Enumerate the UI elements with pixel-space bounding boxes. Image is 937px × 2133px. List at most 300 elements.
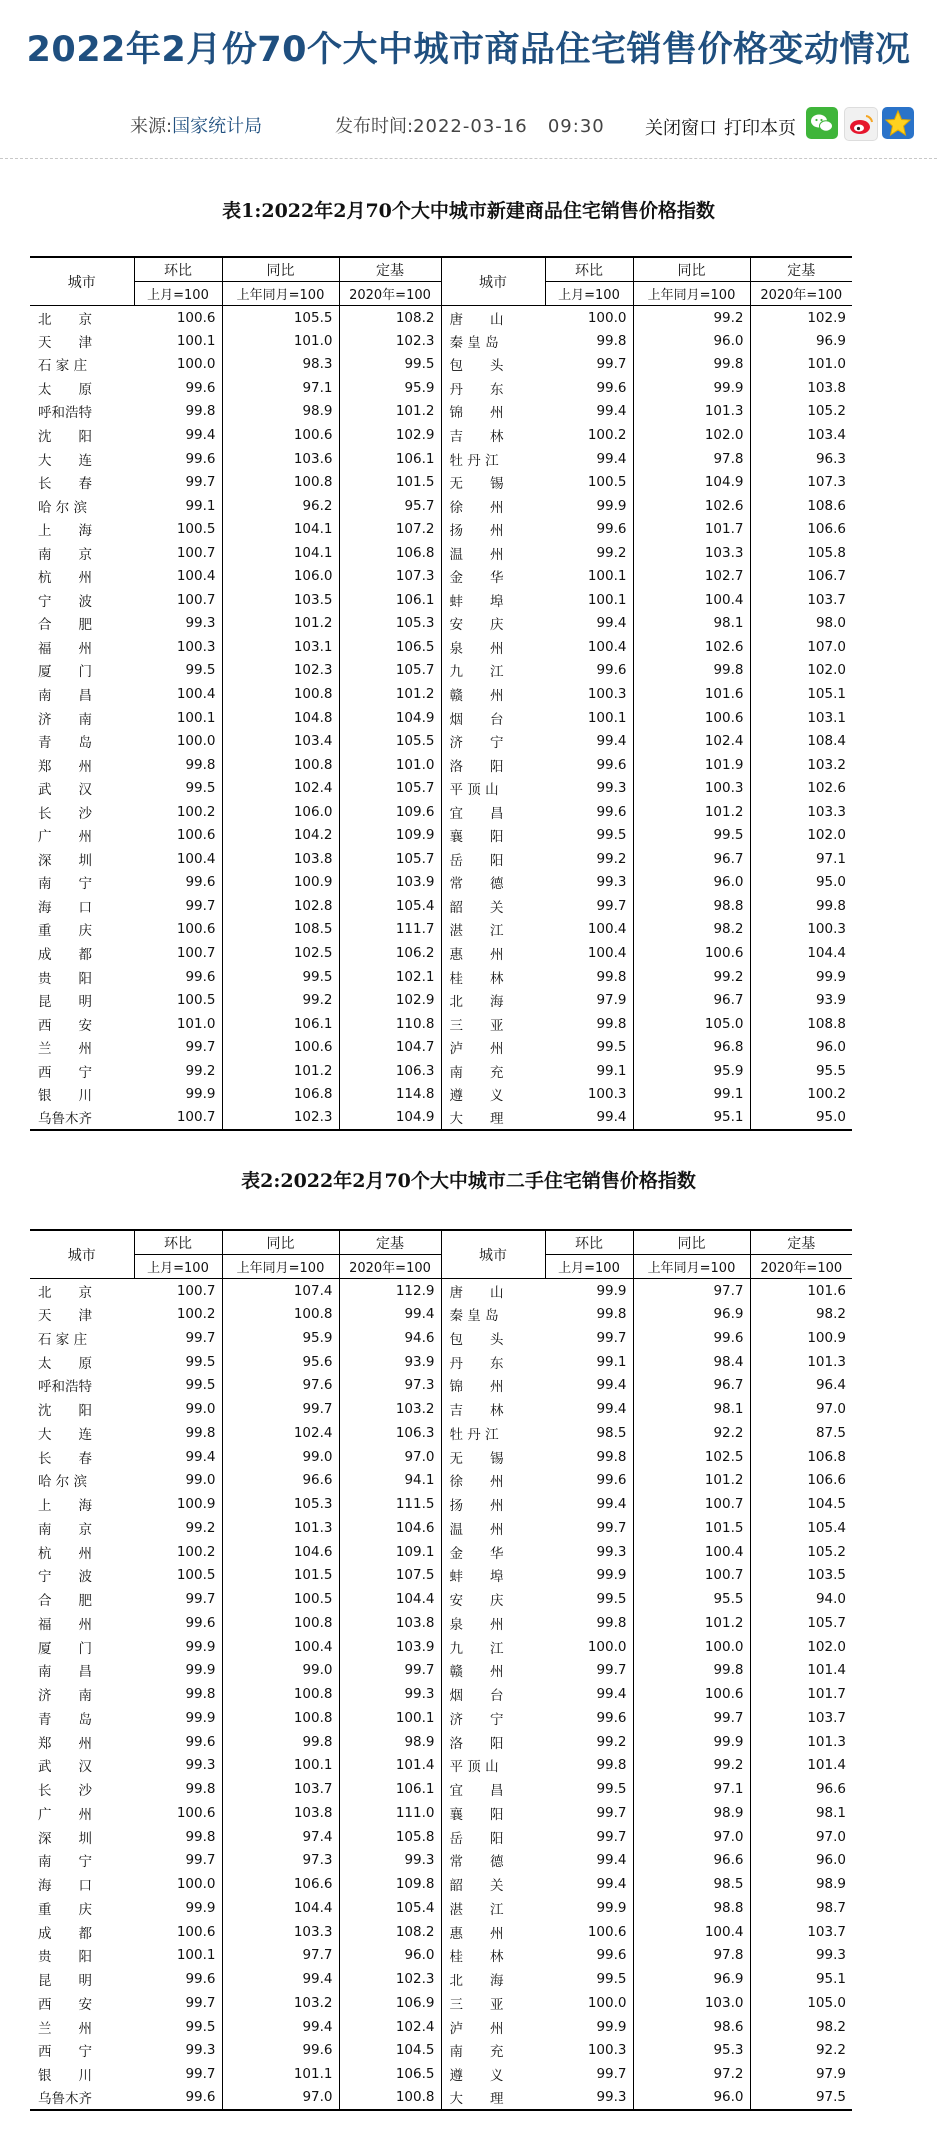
city-name-cell: 武 汉 [38,1759,92,1776]
index-value-cell: 97.2 [633,2062,750,2086]
header-city: 城市 [30,257,134,306]
index-value-cell: 100.9 [134,1492,222,1516]
city-name-cell: 平 顶 山 [449,1759,499,1776]
table-row [30,1540,852,1564]
index-value-cell: 100.5 [545,470,633,494]
index-value-cell: 99.4 [545,1849,633,1873]
index-value-cell: 102.9 [339,423,441,447]
city-name-cell: 丹 东 [449,381,504,398]
index-value-cell: 104.4 [807,945,846,962]
index-value-cell: 100.4 [134,565,222,589]
city-name-cell: 安 庆 [449,1593,504,1610]
index-value-cell: 102.4 [222,776,339,800]
index-value-cell: 95.7 [339,494,441,518]
index-value-cell: 100.0 [134,729,222,753]
city-name-cell: 北 京 [30,306,134,330]
index-value-cell: 100.8 [222,1682,339,1706]
index-value-cell: 105.4 [339,1896,441,1920]
index-value-cell: 98.5 [633,1872,750,1896]
index-value-cell: 100.8 [339,2086,441,2110]
index-value-cell: 103.3 [807,803,846,820]
city-name-cell: 洛 阳 [449,1735,504,1752]
index-value-cell: 101.2 [222,1059,339,1083]
header-base: 定基 [339,257,441,282]
index-value-cell: 99.5 [134,1374,222,1398]
index-value-cell: 96.0 [815,1039,846,1056]
index-value-cell: 104.5 [339,2039,441,2063]
index-value-cell: 99.9 [134,1635,222,1659]
city-name-cell: 韶 关 [449,1878,504,1895]
source-value[interactable]: 国家统计局 [172,116,263,137]
index-value-cell: 99.8 [134,1421,222,1445]
index-value-cell: 99.7 [545,1825,633,1849]
city-name-cell: 济 宁 [449,1711,504,1728]
index-value-cell: 108.2 [339,306,441,330]
table-row [30,1279,852,1303]
index-value-cell: 101.0 [339,753,441,777]
index-value-cell: 99.5 [134,1350,222,1374]
index-value-cell: 99.8 [545,1611,633,1635]
index-value-cell: 101.9 [633,753,750,777]
index-value-cell: 100.4 [633,1920,750,1944]
index-value-cell: 103.2 [807,756,846,773]
index-value-cell: 102.6 [633,635,750,659]
city-name-cell: 北 海 [449,1973,504,1990]
index-value-cell: 99.8 [633,353,750,377]
index-value-cell: 99.6 [134,1730,222,1754]
index-value-cell: 106.1 [339,588,441,612]
city-name-cell: 武 汉 [38,782,92,799]
city-name-cell: 成 都 [38,1925,92,1942]
index-value-cell: 99.9 [545,1896,633,1920]
index-value-cell: 102.8 [222,894,339,918]
index-value-cell: 100.4 [134,847,222,871]
city-name-cell: 岳 阳 [449,1830,504,1847]
table-row [30,306,852,330]
table-row [30,1012,852,1036]
table-row [30,941,852,965]
index-value-cell: 99.6 [134,965,222,989]
header-yoy: 同比 [633,1230,750,1255]
city-name-cell: 金 华 [449,1545,504,1562]
index-value-cell: 99.3 [545,1540,633,1564]
index-value-cell: 96.7 [633,847,750,871]
index-value-cell: 101.6 [633,682,750,706]
index-value-cell: 102.3 [222,1106,339,1130]
city-name-cell: 哈 尔 滨 [38,1474,88,1491]
city-name-cell: 海 口 [38,899,92,916]
index-value-cell: 102.4 [222,1421,339,1445]
index-value-cell: 99.1 [545,1350,633,1374]
index-value-cell: 94.6 [339,1326,441,1350]
index-value-cell: 105.3 [339,612,441,636]
index-value-cell: 101.0 [134,1012,222,1036]
index-value-cell: 99.5 [545,1967,633,1991]
index-value-cell: 103.7 [807,591,846,608]
index-value-cell: 101.2 [633,1469,750,1493]
index-value-cell: 101.5 [339,470,441,494]
index-value-cell: 99.6 [545,1469,633,1493]
index-value-cell: 95.9 [633,1059,750,1083]
table-row [30,1611,852,1635]
index-value-cell: 99.0 [222,1659,339,1683]
table-row [30,588,852,612]
second-hand-housing-price-table [30,1229,852,2111]
index-value-cell: 95.6 [222,1350,339,1374]
city-name-cell: 泉 州 [449,640,504,657]
index-value-cell: 107.5 [339,1564,441,1588]
wechat-icon[interactable] [806,107,838,139]
index-value-cell: 103.7 [807,1923,846,1940]
index-value-cell: 105.7 [339,659,441,683]
table1-caption: 表1:2022年2月70个大中城市新建商品住宅销售价格指数 [222,200,715,222]
city-name-cell: 广 州 [38,1806,92,1823]
city-name-cell: 金 华 [449,570,504,587]
print-page-link[interactable]: 打印本页 [724,118,796,139]
index-value-cell: 106.8 [339,541,441,565]
city-name-cell: 重 庆 [38,923,92,940]
index-value-cell: 100.1 [134,1944,222,1968]
index-value-cell: 100.8 [222,753,339,777]
index-value-cell: 99.7 [545,353,633,377]
city-name-cell: 大 理 [441,1106,545,1130]
city-name-cell: 宁 波 [38,1569,92,1586]
city-name-cell: 无 锡 [449,476,504,493]
index-value-cell: 99.7 [134,1587,222,1611]
table-row [30,1083,852,1107]
city-name-cell: 宁 波 [38,593,92,610]
index-value-cell: 99.6 [545,1706,633,1730]
header-mom: 环比 [545,1230,633,1255]
index-value-cell: 99.8 [633,659,750,683]
index-value-cell: 100.2 [134,800,222,824]
index-value-cell: 98.4 [633,1350,750,1374]
index-value-cell: 99.5 [134,2015,222,2039]
index-value-cell: 98.2 [815,2018,846,2035]
city-name-cell: 太 原 [38,381,92,398]
city-name-cell: 湛 江 [449,1901,504,1918]
index-value-cell: 104.4 [222,1896,339,1920]
index-value-cell: 95.9 [222,1326,339,1350]
index-value-cell: 103.8 [807,379,846,396]
close-window-link[interactable]: 关闭窗口 [645,118,717,139]
index-value-cell: 99.8 [545,1754,633,1778]
index-value-cell: 102.1 [339,965,441,989]
index-value-cell: 106.3 [339,1421,441,1445]
city-name-cell: 天 津 [38,334,92,351]
weibo-icon[interactable] [844,107,878,141]
index-value-cell: 99.8 [545,965,633,989]
index-value-cell: 100.7 [134,941,222,965]
index-value-cell: 100.0 [134,353,222,377]
index-value-cell: 106.1 [339,1777,441,1801]
table-row [30,376,852,400]
city-name-cell: 青 岛 [38,735,92,752]
index-value-cell: 102.4 [633,729,750,753]
index-value-cell: 100.3 [633,776,750,800]
index-value-cell: 99.2 [633,1754,750,1778]
index-value-cell: 103.8 [339,1611,441,1635]
index-value-cell: 106.6 [222,1872,339,1896]
table-row [30,1106,852,1130]
index-value-cell: 99.7 [134,1035,222,1059]
city-name-cell: 湛 江 [449,923,504,940]
index-value-cell: 100.8 [222,1706,339,1730]
header-city: 城市 [441,257,545,306]
table-row [30,2015,852,2039]
index-value-cell: 99.7 [134,1991,222,2015]
index-value-cell: 100.4 [633,1540,750,1564]
index-value-cell: 103.5 [222,588,339,612]
city-name-cell: 唐 山 [441,1279,545,1303]
source-label: 来源: [130,116,173,137]
index-value-cell: 101.5 [222,1564,339,1588]
header-divider [0,158,937,159]
table-row [30,1944,852,1968]
index-value-cell: 100.1 [545,565,633,589]
index-value-cell: 99.4 [545,1374,633,1398]
city-name-cell: 平 顶 山 [449,782,499,799]
city-name-cell: 北 京 [30,1279,134,1303]
city-name-cell: 银 川 [38,2068,92,2085]
index-value-cell: 106.6 [807,521,846,538]
city-name-cell: 深 圳 [38,852,92,869]
index-value-cell: 100.6 [134,1801,222,1825]
index-value-cell: 105.7 [339,847,441,871]
index-value-cell: 95.3 [633,2039,750,2063]
index-value-cell: 104.6 [222,1540,339,1564]
index-value-cell: 100.4 [134,682,222,706]
city-name-cell: 南 昌 [38,1664,92,1681]
index-value-cell: 100.6 [222,1035,339,1059]
table-row [30,1516,852,1540]
index-value-cell: 101.3 [633,400,750,424]
header-mom-sub: 上月=100 [134,1255,222,1279]
index-value-cell: 99.8 [545,1445,633,1469]
index-value-cell: 99.6 [545,376,633,400]
table-row [30,847,852,871]
city-name-cell: 长 春 [38,476,92,493]
index-value-cell: 96.4 [815,1377,846,1394]
new-housing-price-table [30,256,852,1131]
table-row [30,1059,852,1083]
city-name-cell: 遵 义 [449,2068,504,2085]
index-value-cell: 104.1 [222,541,339,565]
index-value-cell: 102.3 [339,1967,441,1991]
index-value-cell: 109.1 [339,1540,441,1564]
index-value-cell: 101.2 [222,612,339,636]
index-value-cell: 98.8 [633,1896,750,1920]
index-value-cell: 101.2 [633,1611,750,1635]
index-value-cell: 108.5 [222,918,339,942]
index-value-cell: 96.9 [633,1302,750,1326]
index-value-cell: 98.1 [633,612,750,636]
index-value-cell: 96.9 [633,1967,750,1991]
index-value-cell: 99.5 [545,1035,633,1059]
city-name-cell: 安 庆 [449,617,504,634]
index-value-cell: 99.5 [222,965,339,989]
index-value-cell: 99.9 [545,1279,633,1303]
index-value-cell: 104.6 [339,1516,441,1540]
header-base-sub: 2020年=100 [339,1255,441,1279]
index-value-cell: 106.5 [339,635,441,659]
table-row [30,1635,852,1659]
city-name-cell: 泸 州 [449,2020,504,2037]
index-value-cell: 99.6 [545,800,633,824]
city-name-cell: 济 南 [38,711,92,728]
index-value-cell: 96.0 [633,871,750,895]
index-value-cell: 98.9 [339,1730,441,1754]
city-name-cell: 南 充 [449,1064,504,1081]
city-name-cell: 烟 台 [449,711,504,728]
index-value-cell: 97.0 [815,1828,846,1845]
index-value-cell: 103.2 [222,1991,339,2015]
index-value-cell: 99.5 [633,824,750,848]
index-value-cell: 103.7 [222,1777,339,1801]
header-yoy: 同比 [633,257,750,282]
city-name-cell: 宜 昌 [449,1783,504,1800]
index-value-cell: 99.2 [545,541,633,565]
index-value-cell: 100.1 [545,588,633,612]
table-row [30,1967,852,1991]
table-row [30,1801,852,1825]
index-value-cell: 103.8 [222,847,339,871]
index-value-cell: 108.8 [807,1015,846,1032]
table-row [30,1350,852,1374]
index-value-cell: 101.0 [222,329,339,353]
table-row [30,1659,852,1683]
table-row [30,517,852,541]
index-value-cell: 106.5 [339,2062,441,2086]
index-value-cell: 104.9 [339,706,441,730]
index-value-cell: 99.6 [134,871,222,895]
index-value-cell: 106.8 [222,1083,339,1107]
index-value-cell: 100.6 [633,1682,750,1706]
city-name-cell: 昆 明 [38,994,92,1011]
index-value-cell: 98.3 [222,353,339,377]
index-value-cell: 99.3 [815,1947,846,1964]
index-value-cell: 100.1 [222,1754,339,1778]
index-value-cell: 98.1 [633,1397,750,1421]
city-name-cell: 秦 皇 岛 [449,334,499,351]
index-value-cell: 101.4 [807,1662,846,1679]
index-value-cell: 100.0 [545,1991,633,2015]
index-value-cell: 100.3 [134,635,222,659]
index-value-cell: 100.4 [545,941,633,965]
index-value-cell: 106.1 [222,1012,339,1036]
table-row [30,682,852,706]
source-info [130,112,262,138]
index-value-cell: 95.5 [633,1587,750,1611]
table-row [30,1587,852,1611]
index-value-cell: 102.4 [339,2015,441,2039]
table-row [30,470,852,494]
city-name-cell: 牡 丹 江 [449,1426,499,1443]
index-value-cell: 94.0 [815,1591,846,1608]
header-base: 定基 [750,1230,852,1255]
index-value-cell: 101.2 [339,400,441,424]
table-row [30,1825,852,1849]
table-row [30,2039,852,2063]
index-value-cell: 106.0 [222,565,339,589]
index-value-cell: 99.4 [134,423,222,447]
city-name-cell: 常 德 [449,1854,504,1871]
index-value-cell: 103.3 [222,1920,339,1944]
index-value-cell: 99.8 [134,400,222,424]
index-value-cell: 107.3 [339,565,441,589]
header-mom: 环比 [545,257,633,282]
index-value-cell: 107.0 [807,638,846,655]
index-value-cell: 99.6 [134,1611,222,1635]
index-value-cell: 95.1 [633,1106,750,1130]
index-value-cell: 99.6 [545,517,633,541]
city-name-cell: 济 南 [38,1688,92,1705]
city-name-cell: 泸 州 [449,1041,504,1058]
index-value-cell: 101.0 [807,356,846,373]
index-value-cell: 99.6 [134,1967,222,1991]
index-value-cell: 99.4 [545,729,633,753]
index-value-cell: 103.3 [633,541,750,565]
city-name-cell: 北 海 [449,994,504,1011]
city-name-cell: 天 津 [38,1308,92,1325]
index-value-cell: 99.6 [134,447,222,471]
index-value-cell: 100.9 [222,871,339,895]
index-value-cell: 100.2 [545,423,633,447]
index-value-cell: 100.5 [134,988,222,1012]
favorite-star-icon[interactable] [882,107,914,139]
index-value-cell: 99.6 [134,2086,222,2110]
index-value-cell: 105.2 [807,403,846,420]
table-row [30,988,852,1012]
index-value-cell: 102.0 [807,662,846,679]
header-base-sub: 2020年=100 [750,1255,852,1279]
index-value-cell: 98.6 [633,2015,750,2039]
index-value-cell: 97.1 [633,1777,750,1801]
index-value-cell: 99.3 [134,1754,222,1778]
table-row [30,1469,852,1493]
index-value-cell: 99.7 [339,1659,441,1683]
table-row [30,1706,852,1730]
index-value-cell: 96.9 [815,332,846,349]
index-value-cell: 97.6 [222,1374,339,1398]
index-value-cell: 100.7 [633,1564,750,1588]
index-value-cell: 103.9 [339,1635,441,1659]
city-name-cell: 海 口 [38,1878,92,1895]
city-name-cell: 济 宁 [449,735,504,752]
index-value-cell: 99.2 [222,988,339,1012]
index-value-cell: 97.8 [633,447,750,471]
index-value-cell: 105.4 [339,894,441,918]
index-value-cell: 100.6 [633,706,750,730]
index-value-cell: 100.6 [633,941,750,965]
city-name-cell: 蚌 埠 [449,593,504,610]
index-value-cell: 106.2 [339,941,441,965]
index-value-cell: 97.4 [222,1825,339,1849]
table-row [30,1035,852,1059]
header-city: 城市 [30,1230,134,1279]
index-value-cell: 101.4 [339,1754,441,1778]
index-value-cell: 97.8 [633,1944,750,1968]
index-value-cell: 101.5 [633,1516,750,1540]
city-name-cell: 常 德 [449,876,504,893]
index-value-cell: 102.0 [633,423,750,447]
table-row [30,635,852,659]
index-value-cell: 99.2 [545,847,633,871]
index-value-cell: 104.4 [339,1587,441,1611]
publish-time-label: 发布时间: [335,116,414,137]
index-value-cell: 100.7 [134,588,222,612]
index-value-cell: 111.7 [339,918,441,942]
